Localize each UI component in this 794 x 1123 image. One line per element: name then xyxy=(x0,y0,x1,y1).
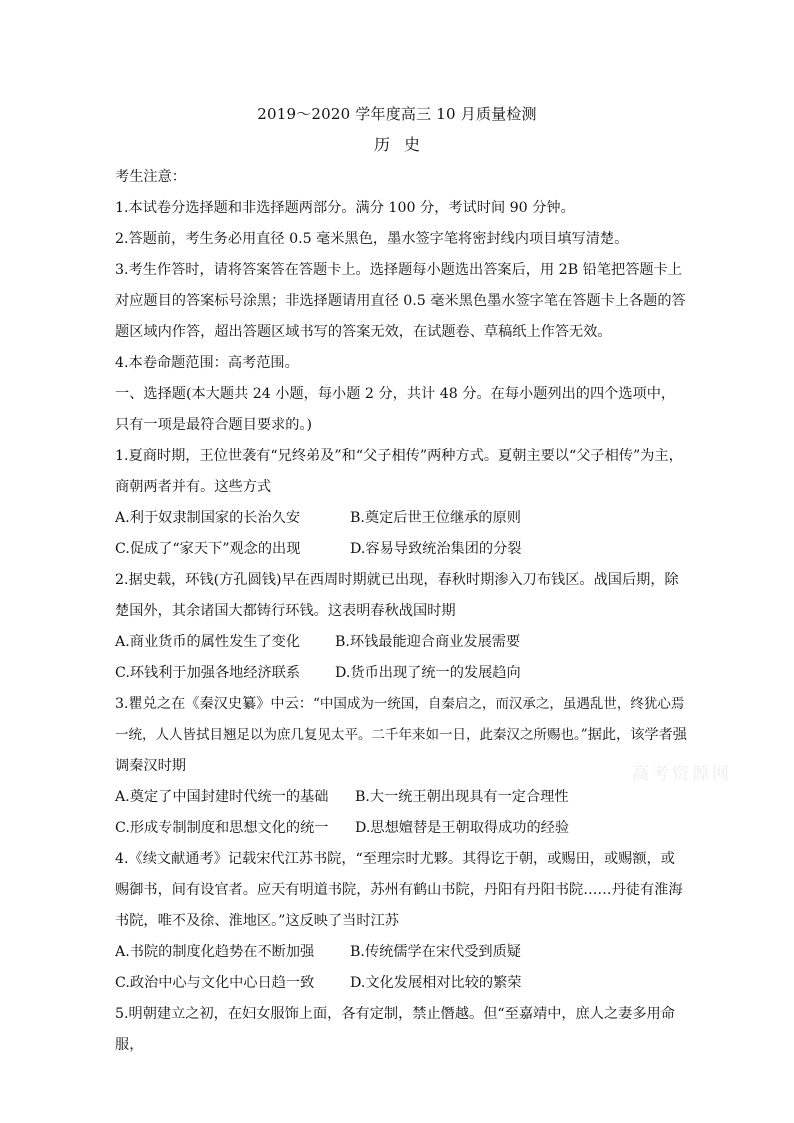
question-quote: “中国成为一统国，自秦启之，而汉承之，虽遇乱世，终犹心焉一统，人人皆拭目翘足以为庶几复见太平。二千年来如一日，此秦汉之所赐也。” xyxy=(115,696,685,743)
option-a[interactable]: A.奠定了中国封建时代统一的基础 xyxy=(115,789,329,805)
question-stem: 4.《续文献通考》记载宋代江苏书院，“至理宗时尤夥。其得讫于朝，或赐田，或赐额，或赐御书，间有设官者。应天有明道书院，苏州有鹤山书院，丹阳有丹阳书院……丹徒有淮海书院，唯不及徐、淮地区。”这反映了当时江苏 xyxy=(115,851,683,929)
exam-title: 2019～2020 学年度高三 10 月质量检测 xyxy=(257,105,537,123)
option-b[interactable]: B.大一统王朝出现具有一定合理性 xyxy=(355,789,569,805)
option-d[interactable]: D.文化发展相对比较的繁荣 xyxy=(350,975,522,991)
notice-item: 2.答题前，考生务必用直径 0.5 毫米黑色，墨水签字笔将密封线内项目填写清楚。 xyxy=(115,231,629,247)
option-c[interactable]: C.促成了“家天下”观念的出现 xyxy=(115,541,301,557)
notice-item: 4.本卷命题范围：高考范围。 xyxy=(115,355,299,371)
option-row xyxy=(115,968,687,999)
question-stem xyxy=(115,689,687,782)
notice-item: 3.考生作答时，请将答案答在答题卡上。选择题每小题选出答案后，用 2B 铅笔把答题卡上对应题目的答案标号涂黑；非选择题请用直径 0.5 毫米黑色墨水签字笔在答题卡上各题的答题区域内作答，超出答题区域书写的答案无效，在试题卷、草稿纸上作答无效。 xyxy=(115,262,686,340)
section-heading: 一、选择题(本大题共 24 小题，每小题 2 分，共计 48 分。在每小题列出的四个选项中，只有一项是最符合题目要求的。) xyxy=(115,386,676,433)
option-row xyxy=(115,813,687,844)
option-b[interactable]: B.传统儒学在宋代受到质疑 xyxy=(350,944,521,960)
option-row xyxy=(115,937,687,968)
watermark: 高考资源网 xyxy=(632,764,732,784)
question-stem-post: 据此，该学者强调秦汉时期 xyxy=(115,727,687,774)
question-stem: 5.明朝建立之初，在妇女服饰上面，各有定制，禁止僭越。但“至嘉靖中，庶人之妻多用命服， xyxy=(115,1006,675,1053)
option-row xyxy=(115,658,687,689)
option-a[interactable]: A.书院的制度化趋势在不断加强 xyxy=(115,944,315,960)
option-c[interactable]: C.政治中心与文化中心日趋一致 xyxy=(115,975,315,991)
option-row xyxy=(115,534,687,565)
option-a[interactable]: A.利于奴隶制国家的长治久安 xyxy=(115,510,301,526)
option-row xyxy=(115,627,687,658)
option-d[interactable]: D.思想嬗替是王朝取得成功的经验 xyxy=(355,820,570,836)
option-c[interactable]: C.形成专制制度和思想文化的统一 xyxy=(115,820,329,836)
question-stem-pre: 3.瞿兑之在《秦汉史纂》中云： xyxy=(115,696,313,712)
option-a[interactable]: A.商业货币的属性发生了变化 xyxy=(115,634,301,650)
option-b[interactable]: B.环钱最能迎合商业发展需要 xyxy=(335,634,521,650)
option-row xyxy=(115,503,687,534)
option-b[interactable]: B.奠定后世王位继承的原则 xyxy=(350,510,521,526)
option-d[interactable]: D.容易导致统治集团的分裂 xyxy=(350,541,522,557)
option-row xyxy=(115,782,687,813)
exam-body xyxy=(115,162,687,1061)
option-d[interactable]: D.货币出现了统一的发展趋向 xyxy=(335,665,521,681)
option-c[interactable]: C.环钱利于加强各地经济联系 xyxy=(115,665,301,681)
notice-heading: 考生注意： xyxy=(115,169,186,185)
subject-title: 历史 xyxy=(373,135,434,154)
notice-item: 1.本试卷分选择题和非选择题两部分。满分 100 分，考试时间 90 分钟。 xyxy=(115,200,575,216)
question-stem: 2.据史载，环钱(方孔圆钱)早在西周时期就已出现，春秋时期渗入刀布钱区。战国后期，除楚国外，其余诸国大都铸行环钱。这表明春秋战国时期 xyxy=(115,572,679,619)
question-stem: 1.夏商时期，王位世袭有“兄终弟及”和“父子相传”两种方式。夏朝主要以“父子相传”为主，商朝两者并有。这些方式 xyxy=(115,448,683,495)
